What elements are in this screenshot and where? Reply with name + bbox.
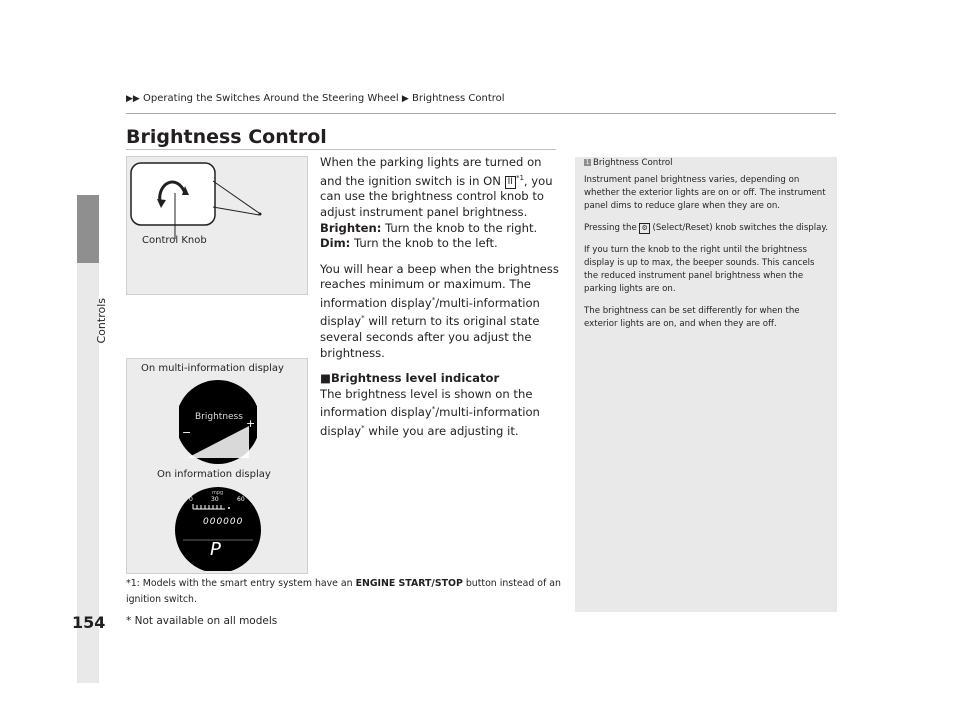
main-body-text [320, 155, 560, 439]
info-display-label: On information display [157, 469, 271, 480]
page-title: Brightness Control [126, 126, 327, 148]
footnote: *1: Models with the smart entry system have an ENGINE START/STOP button instead of an ignition switch. [126, 578, 561, 605]
breadcrumb [126, 93, 505, 104]
note-paragraph: Pressing the ⚙ (Select/Reset) knob switches the display. [584, 223, 829, 233]
breadcrumb-arrow-icon: ▶▶ [126, 94, 140, 104]
minus-icon: − [182, 426, 192, 439]
mpg-label: mpg [212, 490, 224, 496]
select-reset-knob-icon: ⚙ [641, 224, 648, 232]
note-paragraph: The brightness can be set differently for when the exterior lights are on, and when they are off. [584, 306, 800, 329]
gear-indicator: P [210, 539, 221, 560]
note-marker-icon: 1 [585, 159, 590, 166]
note-paragraph: If you turn the knob to the right until the brightness display is up to max, the beeper sounds. This cancels the reduced instrument panel brightness when the parking lights are on. [584, 245, 815, 294]
control-knob-figure [126, 156, 308, 295]
odometer-readout: 000000 [203, 517, 244, 527]
multi-info-display-label: On multi-information display [141, 363, 284, 374]
note-body [584, 174, 829, 340]
header-divider [126, 113, 836, 114]
footnote-ref[interactable]: *1 [515, 173, 524, 182]
brightness-display-figure [126, 358, 308, 574]
breadcrumb-arrow-icon: ▶ [401, 94, 409, 104]
breadcrumb-item[interactable]: Brightness Control [411, 93, 505, 104]
note-title: 1 Brightness Control [585, 158, 673, 168]
scale-tick-60: 60 [237, 496, 245, 503]
scale-tick-0: 0 [189, 496, 193, 503]
control-knob-illustration [127, 157, 307, 294]
availability-note: * Not available on all models [126, 615, 278, 627]
section-tab [77, 195, 99, 263]
ignition-on-key: II [505, 176, 516, 189]
breadcrumb-item[interactable]: Operating the Switches Around the Steering Wheel [143, 93, 399, 104]
plus-icon: + [246, 417, 256, 430]
section-label: Controls [95, 298, 108, 344]
brighten-instruction: Brighten: Turn the knob to the right. [320, 220, 538, 235]
sub-heading: ■Brightness level indicator [320, 371, 500, 386]
note-paragraph: Instrument panel brightness varies, depending on whether the exterior lights are on or off. The instrument panel dims to reduce glare when they are on. [584, 175, 826, 211]
scale-tick-30: 30 [211, 496, 219, 503]
beep-paragraph: You will hear a beep when the brightness reaches minimum or maximum. The information display*/multi-information display* will return to its original state several seconds after you adjust the brightness. [320, 261, 559, 360]
page-number: 154 [72, 613, 106, 632]
control-knob-label: Control Knob [142, 235, 207, 246]
title-divider [126, 149, 556, 150]
brightness-display-text: Brightness [195, 412, 243, 422]
intro-paragraph: When the parking lights are turned on and the ignition switch is in ON II $^{*1}$, you can use the brightness control knob to adjust instrument panel brightness. [320, 155, 553, 220]
dim-instruction: Dim: Turn the knob to the left. [320, 236, 498, 251]
indicator-paragraph: The brightness level is shown on the information display*/multi-information display* while you are adjusting it. [320, 386, 540, 438]
